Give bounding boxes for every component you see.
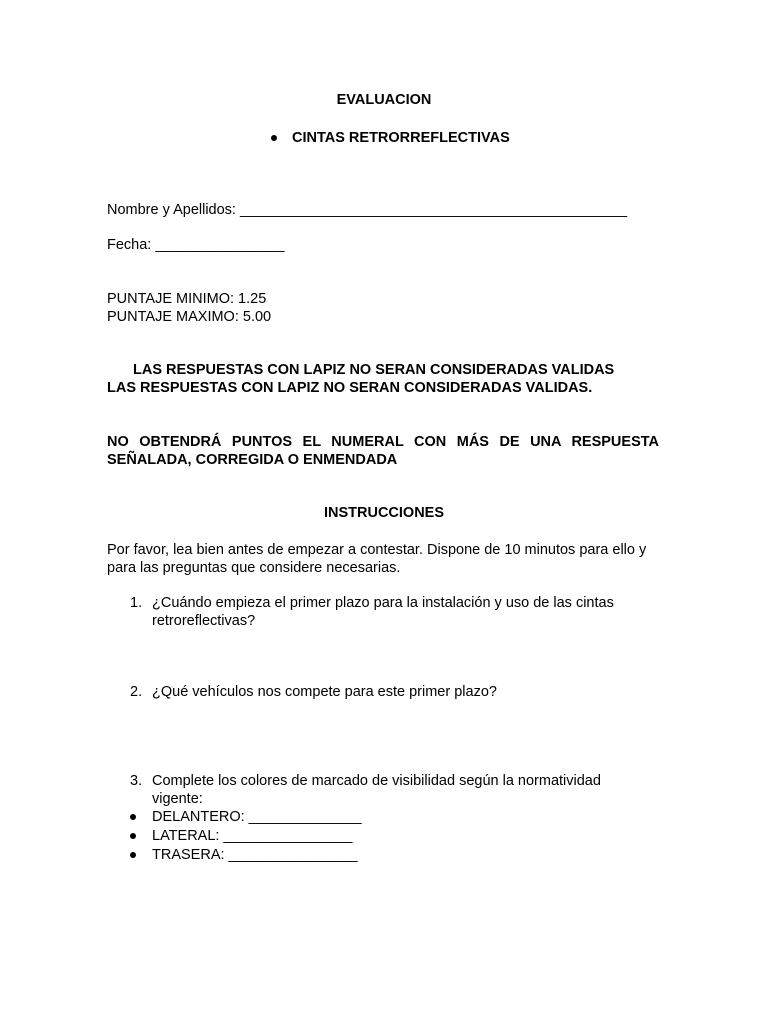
question-3-text: Complete los colores de marcado de visibilidad según la normatividad vigente: [152, 773, 601, 807]
multiple-answer-warning: NO OBTENDRÁ PUNTOS EL NUMERAL CON MÁS DE UNA RESPUESTA SEÑALADA, CORREGIDA O ENMENDADA [107, 434, 659, 468]
color-field-rear[interactable]: TRASERA: ________________ [152, 847, 358, 863]
pencil-warning-1: LAS RESPUESTAS CON LAPIZ NO SERAN CONSIDERADAS VALIDAS [133, 362, 615, 378]
instructions-heading: INSTRUCCIONES [323, 505, 445, 521]
color-field-front[interactable]: DELANTERO: ______________ [152, 809, 362, 825]
question-2-text: ¿Qué vehículos nos compete para este primer plazo? [152, 684, 497, 700]
score-maximum: PUNTAJE MAXIMO: 5.00 [107, 309, 272, 325]
question-number: 1. [130, 595, 143, 611]
score-minimum: PUNTAJE MINIMO: 1.25 [107, 291, 267, 307]
document-title: EVALUACION [336, 92, 432, 108]
document-subtitle: CINTAS RETRORREFLECTIVAS [292, 130, 510, 146]
pencil-warning-2: LAS RESPUESTAS CON LAPIZ NO SERAN CONSIDERADAS VALIDAS. [107, 380, 593, 396]
name-field[interactable]: Nombre y Apellidos: ________________________________________________ [107, 202, 628, 218]
question-number: 2. [130, 684, 143, 700]
subtitle-bullet [271, 129, 277, 147]
question-1-text: ¿Cuándo empieza el primer plazo para la instalación y uso de las cintas retroreflectivas? [152, 595, 614, 629]
question-number: 3. [130, 773, 143, 789]
color-field-side[interactable]: LATERAL: ________________ [152, 828, 353, 844]
date-field[interactable]: Fecha: ________________ [107, 237, 285, 253]
list-bullet [130, 808, 136, 826]
instructions-text: Por favor, lea bien antes de empezar a contestar. Dispone de 10 minutos para ello y para las preguntas que considere necesarias. [107, 542, 647, 576]
list-bullet [130, 827, 136, 845]
list-bullet [130, 846, 136, 864]
